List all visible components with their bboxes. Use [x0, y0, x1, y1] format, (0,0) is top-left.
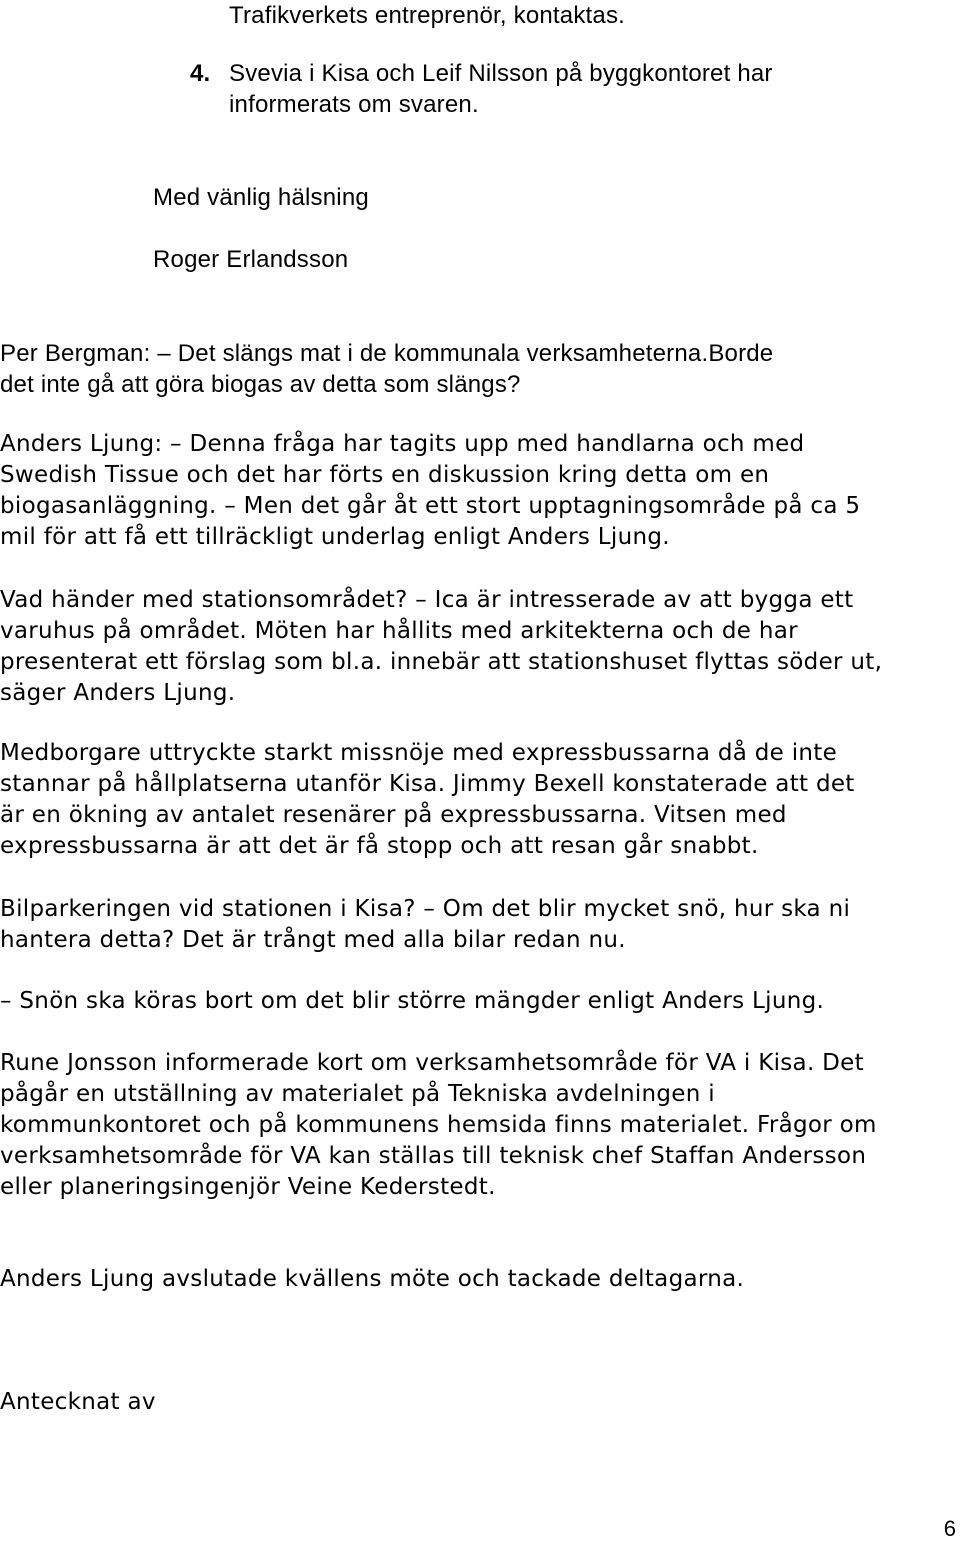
paragraph-line: säger Anders Ljung. [0, 680, 236, 706]
paragraph-line: Anders Ljung: – Denna fråga har tagits upp med handlarna och med [0, 431, 805, 457]
signature-greeting: Med vänlig hälsning [153, 184, 369, 211]
paragraph-line: Antecknat av [0, 1389, 156, 1415]
paragraph-line: verksamhetsområde för VA kan ställas till teknisk chef Staffan Andersson [0, 1143, 867, 1169]
paragraph-line: expressbussarna är att det är få stopp och att resan går snabbt. [0, 833, 759, 859]
paragraph-line: – Snön ska köras bort om det blir större mängder enligt Anders Ljung. [0, 988, 825, 1014]
paragraph-line: kommunkontoret och på kommunens hemsida finns materialet. Frågor om [0, 1112, 877, 1138]
paragraph-line: hantera detta? Det är trångt med alla bilar redan nu. [0, 927, 626, 953]
intro-continuation-line: Trafikverkets entreprenör, kontaktas. [229, 2, 626, 29]
paragraph-line: det inte gå att göra biogas av detta som slängs? [0, 371, 521, 398]
list-item-text-line: Svevia i Kisa och Leif Nilsson på byggkontoret har [229, 60, 773, 87]
paragraph-line: Bilparkeringen vid stationen i Kisa? – Om det blir mycket snö, hur ska ni [0, 896, 851, 922]
list-item-text-line: informerats om svaren. [229, 91, 479, 118]
paragraph-line: är en ökning av antalet resenärer på expressbussarna. Vitsen med [0, 802, 787, 828]
signature-name: Roger Erlandsson [153, 246, 349, 273]
paragraph-line: stannar på hållplatserna utanför Kisa. Jimmy Bexell konstaterade att det [0, 771, 855, 797]
paragraph-line: pågår en utställning av materialet på Tekniska avdelningen i [0, 1081, 715, 1107]
paragraph-line: mil för att få ett tillräckligt underlag enligt Anders Ljung. [0, 524, 670, 550]
paragraph-line: biogasanläggning. – Men det går åt ett stort upptagningsområde på ca 5 [0, 493, 861, 519]
page-number: 6 [943, 1516, 956, 1541]
paragraph-line: Vad händer med stationsområdet? – Ica är intresserade av att bygga ett [0, 587, 854, 613]
list-item-number: 4. [190, 60, 211, 87]
paragraph-line: Anders Ljung avslutade kvällens möte och tackade deltagarna. [0, 1266, 745, 1292]
paragraph-line: presenterat ett förslag som bl.a. innebär att stationshuset flyttas söder ut, [0, 649, 883, 675]
paragraph-line: Rune Jonsson informerade kort om verksamhetsområde för VA i Kisa. Det [0, 1050, 864, 1076]
paragraph-line: eller planeringsingenjör Veine Kederstedt. [0, 1174, 496, 1200]
paragraph-line: Swedish Tissue och det har förts en diskussion kring detta om en [0, 462, 770, 488]
paragraph-line: Per Bergman: – Det slängs mat i de kommunala verksamheterna.Borde [0, 340, 774, 367]
paragraph-line: Medborgare uttryckte starkt missnöje med expressbussarna då de inte [0, 740, 838, 766]
paragraph-line: varuhus på området. Möten har hållits med arkitekterna och de har [0, 618, 798, 644]
